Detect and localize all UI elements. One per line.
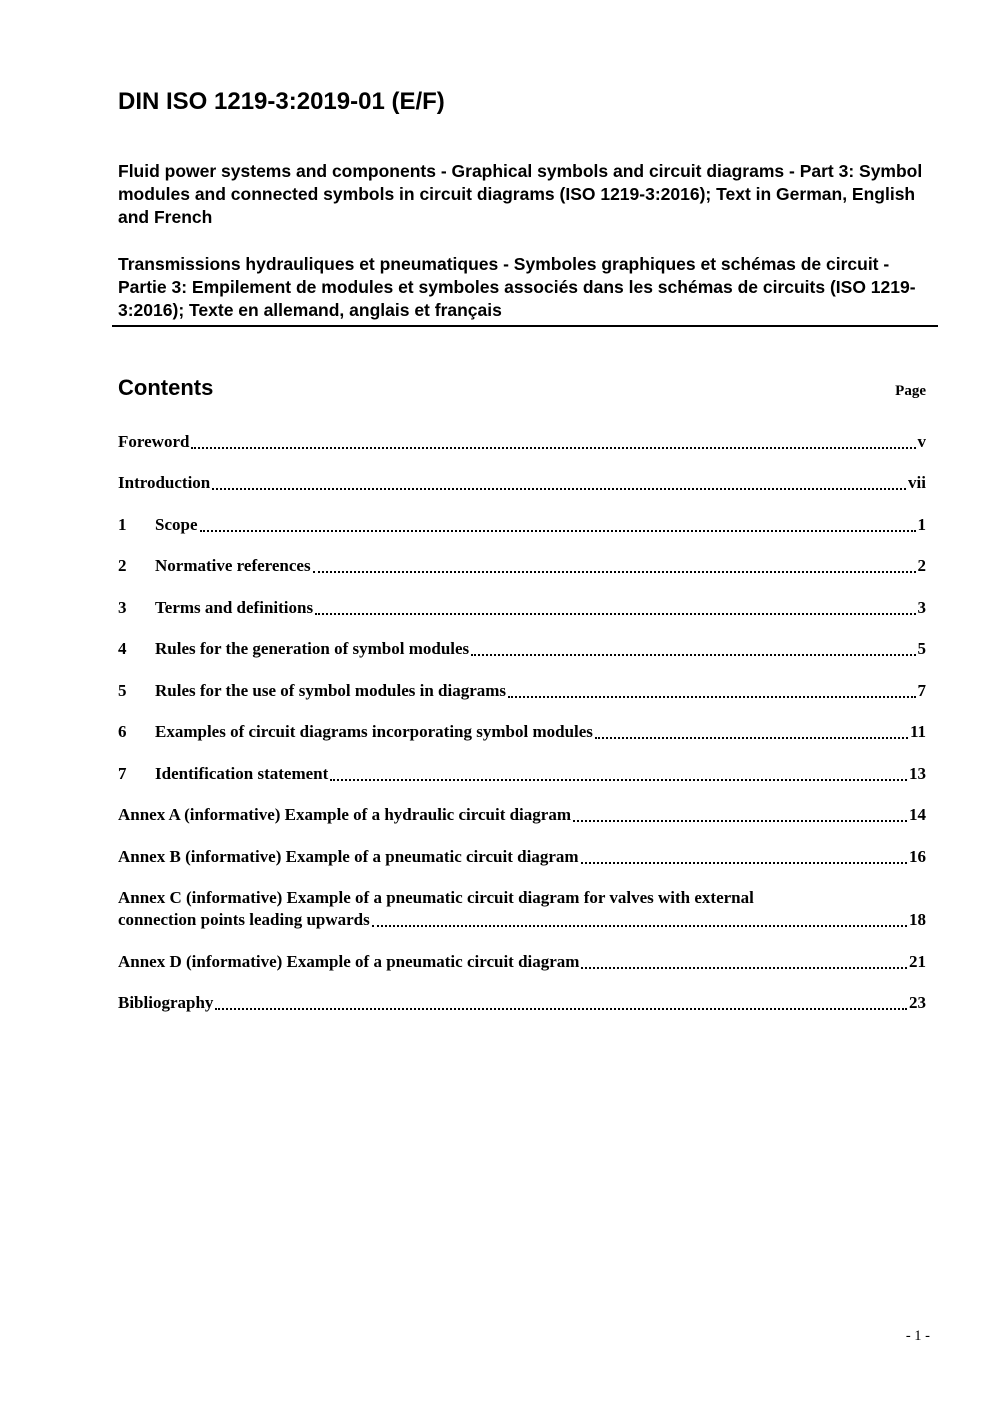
toc-entry-label: Identification statement [155, 763, 329, 783]
toc-entry-label: Bibliography [118, 993, 214, 1012]
toc-entry-label: Foreword [118, 431, 190, 451]
dot-leader [313, 571, 916, 573]
toc-entry-3 [118, 597, 926, 618]
toc-entry-page: 11 [909, 722, 926, 741]
title-french: Transmissions hydrauliques et pneumatiques - Symboles graphiques et schémas de circuit - Partie 3: Empilement de modules et symboles associés dans les schémas de circuits (ISO 1219-3:2016); Texte en allemand, anglais et français [118, 254, 916, 320]
toc-entry-page: 16 [909, 846, 926, 866]
toc-entry-annex-a [118, 804, 926, 825]
document-title: DIN ISO 1219-3:2019-01 (E/F) [118, 88, 445, 115]
toc-entry-4 [118, 638, 926, 659]
dot-leader [581, 967, 907, 969]
toc-entry-7 [118, 763, 926, 784]
toc-entry-label: Annex A (informative) Example of a hydraulic circuit diagram [118, 805, 571, 824]
toc-entry-foreword [118, 431, 926, 452]
toc-entry-page: 1 [917, 514, 926, 534]
dot-leader [595, 737, 908, 739]
toc-entry-bibliography [118, 992, 926, 1013]
dot-leader [315, 613, 915, 615]
dot-leader [215, 1008, 907, 1010]
toc-entry-page: 3 [917, 597, 926, 617]
dot-leader [508, 696, 915, 698]
toc-entry-label: Rules for the use of symbol modules in diagrams [155, 680, 507, 700]
toc-entry-label: Introduction [118, 473, 211, 492]
toc-entry-label-line1: Annex C (informative) Example of a pneumatic circuit diagram for valves with external [118, 888, 754, 907]
toc-entry-annex-b [118, 846, 926, 867]
toc-entry-label: Annex B (informative) Example of a pneumatic circuit diagram [118, 846, 579, 866]
toc-entry-label: Scope [155, 514, 198, 534]
toc-entry-page: 7 [917, 680, 926, 700]
toc-entry-label: Terms and definitions [155, 597, 314, 617]
toc-entry-number: 5 [118, 680, 127, 700]
toc-entry-6 [118, 721, 926, 742]
toc-entry-number: 2 [118, 556, 127, 575]
toc-entry-page: 2 [917, 556, 926, 575]
toc-entry-2 [118, 555, 926, 576]
toc-entry-label-line2: connection points leading upwards [118, 910, 370, 929]
toc-entry-label: Annex D (informative) Example of a pneumatic circuit diagram [118, 951, 580, 971]
title-english: Fluid power systems and components - Graphical symbols and circuit diagrams - Part 3: Symbol modules and connected symbols in circuit diagrams (ISO 1219-3:2016); Text in German, English and French [118, 161, 923, 227]
contents-header [118, 375, 926, 401]
toc-entry-annex-c [118, 887, 926, 930]
toc-entry-number: 7 [118, 763, 127, 783]
page-column-label: Page [895, 382, 926, 399]
dot-leader [471, 654, 915, 656]
toc-entry-number: 6 [118, 722, 127, 741]
toc-entry-1 [118, 514, 926, 535]
toc-entry-label: Rules for the generation of symbol modules [155, 639, 470, 658]
toc-entry-number: 3 [118, 597, 127, 617]
toc-entry-label: Examples of circuit diagrams incorporating symbol modules [155, 722, 593, 741]
toc-entry-number: 4 [118, 639, 127, 658]
toc-entry-5 [118, 680, 926, 701]
dot-leader [200, 530, 916, 532]
toc-entry-page: vii [908, 473, 926, 492]
toc-entry-page: 23 [909, 993, 926, 1012]
table-of-contents [118, 431, 926, 1014]
contents-heading: Contents [118, 374, 214, 400]
dot-leader [573, 820, 907, 822]
toc-entry-page: 5 [917, 639, 926, 658]
toc-entry-page: v [917, 431, 926, 451]
toc-entry-page: 18 [909, 910, 926, 929]
dot-leader [212, 488, 906, 490]
toc-entry-annex-d [118, 951, 926, 972]
separator-line [112, 325, 938, 327]
dot-leader [372, 925, 907, 927]
toc-entry-label: Normative references [155, 556, 311, 575]
toc-entry-page: 13 [909, 763, 926, 783]
dot-leader [191, 447, 915, 449]
toc-entry-introduction [118, 472, 926, 493]
page-number-footer: - 1 - [905, 1328, 930, 1344]
dot-leader [330, 779, 907, 781]
dot-leader [581, 862, 907, 864]
toc-entry-page: 14 [909, 805, 926, 824]
toc-entry-number: 1 [118, 514, 127, 534]
toc-entry-page: 21 [909, 951, 926, 971]
